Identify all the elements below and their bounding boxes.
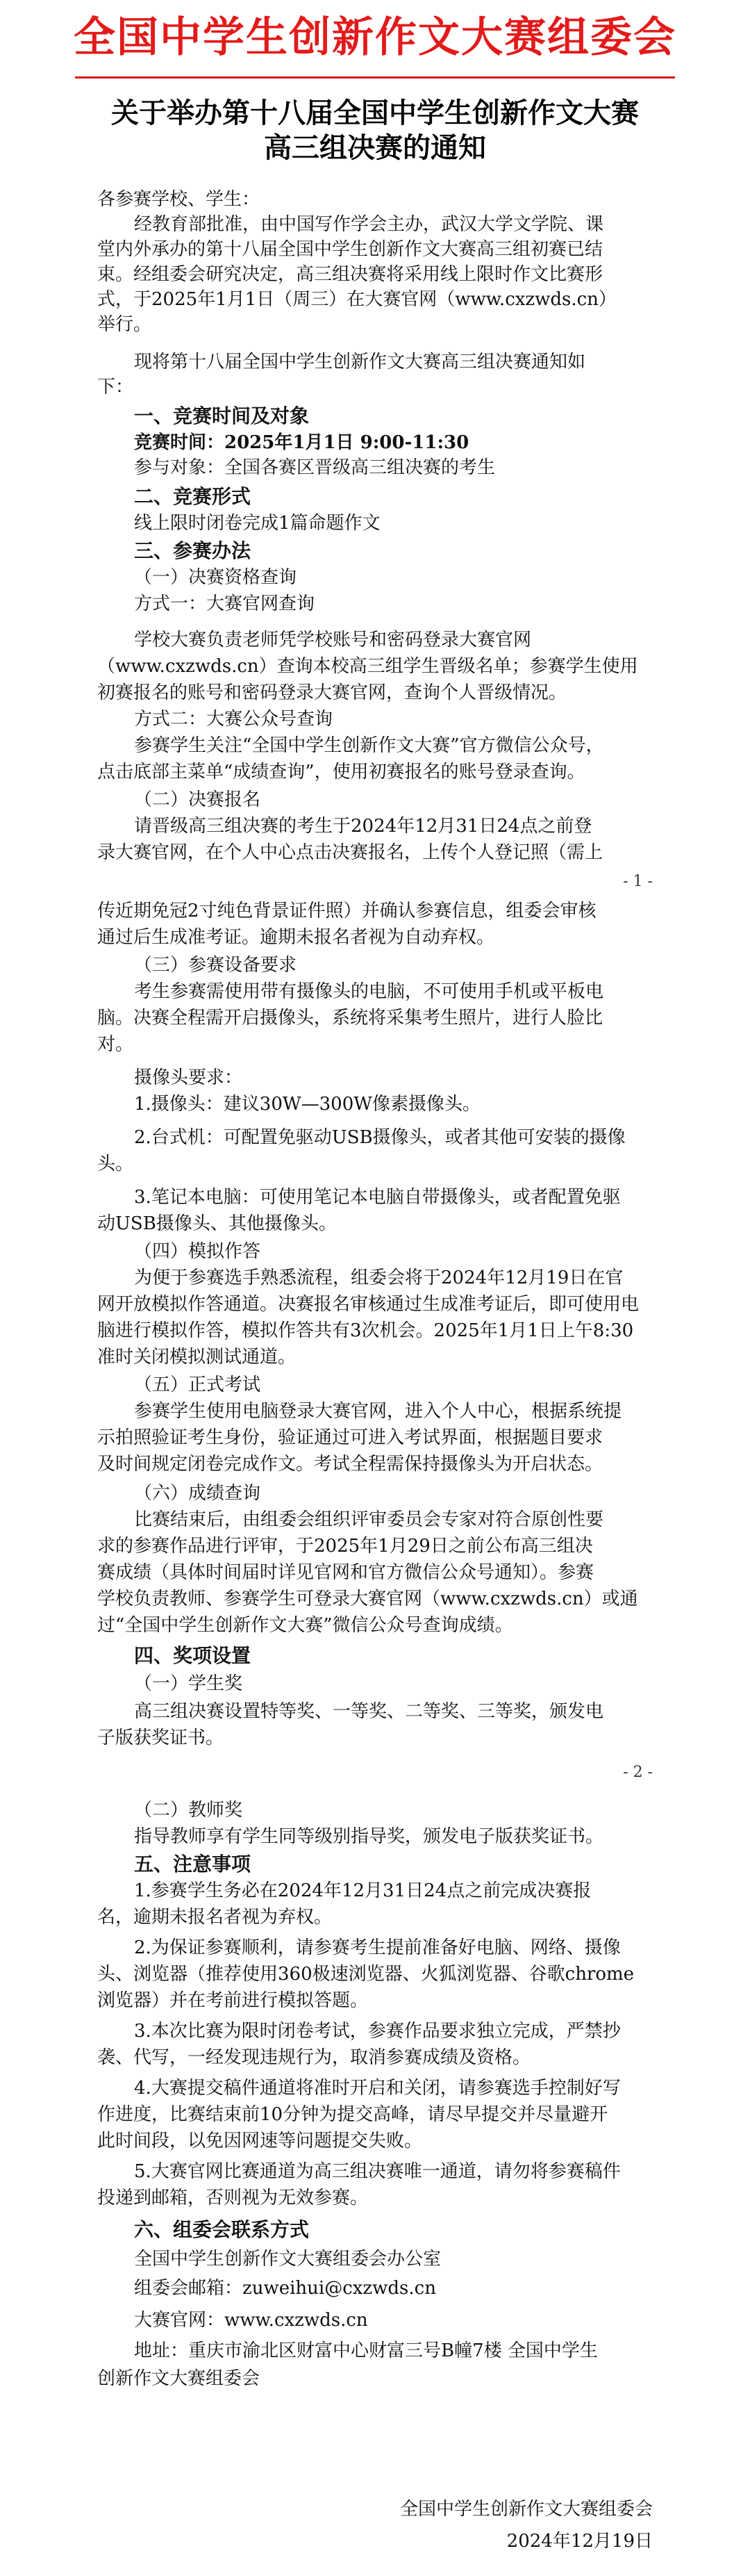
notice-item: 作进度，比赛结束前10分钟为提交高峰，请尽早提交并尽量避开 bbox=[97, 2104, 608, 2125]
paragraph-line: 为便于参赛选手熟悉流程，组委会将于2024年12月19日在官 bbox=[134, 1268, 624, 1288]
paragraph-line: 下： bbox=[97, 377, 134, 397]
method-title: 方式一：大赛官网查询 bbox=[134, 593, 315, 614]
notice-item: 此时间段，以免因网速等问题提交失败。 bbox=[97, 2131, 423, 2151]
contact-address: 地址：重庆市渝北区财富中心财富三号B幢7楼 全国中学生 bbox=[134, 2340, 598, 2361]
paragraph-line: 学校大赛负责老师凭学校账号和密码登录大赛官网 bbox=[134, 630, 532, 650]
paragraph-line: 举行。 bbox=[97, 314, 152, 335]
paragraph-line: 堂内外承办的第十八届全国中学生创新作文大赛高三组初赛已结 bbox=[97, 239, 603, 260]
page-number: - 1 - bbox=[623, 873, 653, 890]
section-heading: 六、组委会联系方式 bbox=[134, 2218, 310, 2241]
contact-address: 创新作文大赛组委会 bbox=[97, 2368, 260, 2389]
subsection-title: （一）决赛资格查询 bbox=[134, 567, 297, 588]
paragraph-line: 赛成绩（具体时间届时详见官网和官方微信公众号通知）。参赛 bbox=[97, 1562, 594, 1583]
paragraph-line: 请晋级高三组决赛的考生于2024年12月31日24点之前登 bbox=[134, 816, 592, 837]
org-letterhead: 全国中学生创新作文大赛组委会 bbox=[74, 13, 676, 62]
competition-time: 竞赛时间：2025年1月1日 9:00-11:30 bbox=[134, 432, 469, 453]
section-heading: 五、注意事项 bbox=[134, 1853, 251, 1876]
method-title: 方式二：大赛公众号查询 bbox=[134, 709, 333, 730]
contact-email: 组委会邮箱：zuweihui@cxzwds.cn bbox=[134, 2278, 436, 2299]
paragraph-line: 通过后生成准考证。逾期未报名者视为自动弃权。 bbox=[97, 927, 495, 948]
section-heading: 四、奖项设置 bbox=[134, 1644, 251, 1667]
signature-org: 全国中学生创新作文大赛组委会 bbox=[399, 2499, 653, 2520]
notice-item: 5.大赛官网比赛通道为高三组决赛唯一通道，请勿将参赛稿件 bbox=[134, 2161, 621, 2182]
subsection-title: （五）正式考试 bbox=[134, 1375, 261, 1395]
paragraph-line: 及时间规定闭卷完成作文。考试全程需保持摄像头为开启状态。 bbox=[97, 1454, 603, 1475]
subsection-title: （二）教师奖 bbox=[134, 1800, 243, 1821]
paragraph-line: 传近期免冠2寸纯色背景证件照）并确认参赛信息，组委会审核 bbox=[97, 901, 597, 921]
notice-item: 1.参赛学生务必在2024年12月31日24点之前完成决赛报 bbox=[134, 1880, 592, 1901]
section-heading: 一、竞赛时间及对象 bbox=[134, 404, 310, 427]
subsection-title: （二）决赛报名 bbox=[134, 789, 261, 810]
camera-requirements-title: 摄像头要求： bbox=[134, 1067, 243, 1088]
notice-item: 名，逾期未报名者视为弃权。 bbox=[97, 1907, 333, 1928]
paragraph-line: 现将第十八届全国中学生创新作文大赛高三组决赛通知如 bbox=[134, 352, 586, 372]
paragraph-line: 考生参赛需使用带有摄像头的电脑，不可使用手机或平板电 bbox=[134, 981, 604, 1002]
paragraph-line: 式，于2025年1月1日（周三）在大赛官网（www.cxzwds.cn） bbox=[97, 289, 617, 310]
paragraph-line: 子版获奖证书。 bbox=[97, 1728, 224, 1748]
notice-item: 2.为保证参赛顺利，请参赛考生提前准备好电脑、网络、摄像 bbox=[134, 1937, 621, 1958]
section-heading: 二、竞赛形式 bbox=[134, 485, 251, 508]
page-number: - 2 - bbox=[623, 1764, 653, 1781]
paragraph-line: 学校负责教师、参赛学生可登录大赛官网（www.cxzwds.cn）或通 bbox=[97, 1589, 638, 1609]
notice-item: 头、浏览器（推荐使用360极速浏览器、火狐浏览器、谷歌chrome bbox=[97, 1964, 635, 1985]
paragraph-line: 脑进行模拟作答，模拟作答共有3次机会。2025年1月1日上午8:30 bbox=[97, 1320, 634, 1341]
notice-item: 3.本次比赛为限时闭卷考试，参赛作品要求独立完成，严禁抄 bbox=[134, 2021, 621, 2042]
paragraph-line: （www.cxzwds.cn）查询本校高三组学生晋级名单；参赛学生使用 bbox=[97, 656, 638, 677]
list-item: 2.台式机：可配置免驱动USB摄像头，或者其他可安装的摄像 bbox=[134, 1127, 626, 1148]
list-item: 动USB摄像头、其他摄像头。 bbox=[97, 1213, 337, 1234]
doc-title-line1: 关于举办第十八届全国中学生创新作文大赛 bbox=[111, 97, 639, 129]
paragraph-line: 束。经组委会研究决定，高三组决赛将采用线上限时作文比赛形 bbox=[97, 264, 603, 285]
paragraph-line: 录大赛官网，在个人中心点击决赛报名，上传个人登记照（需上 bbox=[97, 842, 603, 863]
paragraph-line: 过“全国中学生创新作文大赛”微信公众号查询成绩。 bbox=[97, 1615, 513, 1636]
list-item: 3.笔记本电脑：可使用笔记本电脑自带摄像头，或者配置免驱 bbox=[134, 1187, 621, 1208]
list-item: 头。 bbox=[97, 1154, 134, 1174]
paragraph-line: 示拍照验证考生身份，验证通过可进入考试界面，根据题目要求 bbox=[97, 1427, 603, 1448]
paragraph-line: 经教育部批准，由中国写作学会主办，武汉大学文学院、课 bbox=[134, 214, 604, 235]
contact-office: 全国中学生创新作文大赛组委会办公室 bbox=[134, 2249, 442, 2270]
paragraph-line: 求的参赛作品进行评审，于2025年1月29日之前公布高三组决 bbox=[97, 1536, 593, 1557]
paragraph-line: 脑。决赛全程需开启摄像头，系统将采集考生照片，进行人脸比 bbox=[97, 1008, 603, 1028]
subsection-title: （一）学生奖 bbox=[134, 1673, 243, 1694]
notice-item: 4.大赛提交稿件通道将准时开启和关闭，请参赛选手控制好写 bbox=[134, 2078, 621, 2099]
subsection-title: （四）模拟作答 bbox=[134, 1241, 261, 1262]
paragraph-line: 初赛报名的账号和密码登录大赛官网，查询个人晋级情况。 bbox=[97, 682, 567, 703]
notice-item: 浏览器）并在考前进行模拟答题。 bbox=[97, 1990, 369, 2011]
paragraph-line: 点击底部主菜单“成绩查询”，使用初赛报名的账号登录查询。 bbox=[97, 762, 585, 782]
doc-title-line2: 高三组决赛的通知 bbox=[264, 131, 486, 164]
paragraph-line: 准时关闭模拟测试通道。 bbox=[97, 1347, 297, 1368]
section-heading: 三、参赛办法 bbox=[134, 539, 251, 562]
red-divider bbox=[75, 76, 675, 79]
paragraph-line: 线上限时闭卷完成1篇命题作文 bbox=[134, 513, 381, 534]
subsection-title: （六）成绩查询 bbox=[134, 1483, 261, 1504]
paragraph-line: 对。 bbox=[97, 1034, 134, 1055]
contact-website: 大赛官网：www.cxzwds.cn bbox=[134, 2310, 368, 2331]
notice-item: 袭、代写，一经发现违规行为，取消参赛成绩及资格。 bbox=[97, 2047, 531, 2068]
subsection-title: （三）参赛设备要求 bbox=[134, 955, 297, 976]
notice-item: 投递到邮箱，否则视为无效参赛。 bbox=[97, 2188, 369, 2208]
greeting: 各参赛学校、学生： bbox=[97, 189, 260, 210]
list-item: 1.摄像头：建议30W—300W像素摄像头。 bbox=[134, 1094, 481, 1115]
participants: 参与对象：全国各赛区晋级高三组决赛的考生 bbox=[134, 457, 496, 478]
paragraph-line: 指导教师享有学生同等级别指导奖，颁发电子版获奖证书。 bbox=[134, 1826, 604, 1847]
paragraph-line: 比赛结束后，由组委会组织评审委员会专家对符合原创性要 bbox=[134, 1509, 604, 1530]
paragraph-line: 网开放模拟作答通道。决赛报名审核通过生成准考证后，即可使用电 bbox=[97, 1294, 640, 1315]
paragraph-line: 参赛学生使用电脑登录大赛官网，进入个人中心，根据系统提 bbox=[134, 1401, 622, 1422]
paragraph-line: 参赛学生关注“全国中学生创新作文大赛”官方微信公众号， bbox=[134, 735, 604, 756]
signature-date: 2024年12月19日 bbox=[506, 2531, 653, 2552]
paragraph-line: 高三组决赛设置特等奖、一等奖、二等奖、三等奖，颁发电 bbox=[134, 1701, 604, 1722]
